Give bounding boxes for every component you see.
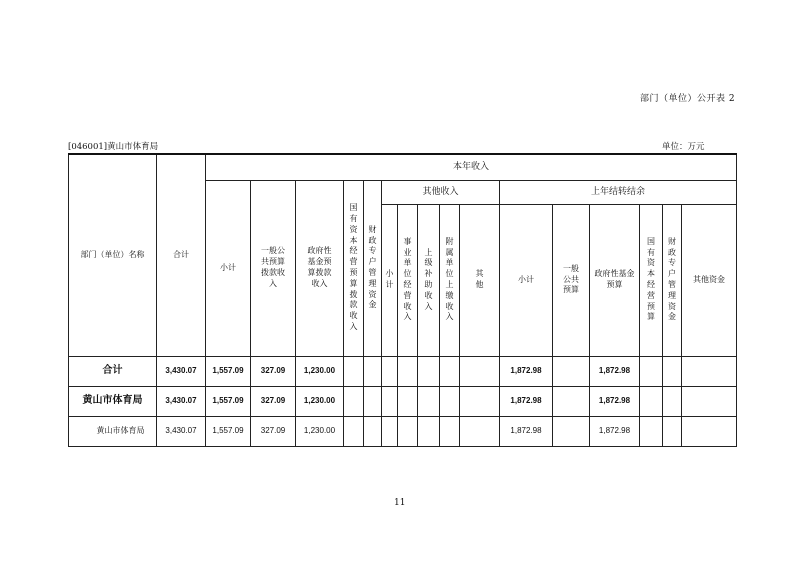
header-other-subtotal: 小计 (382, 204, 398, 356)
cell-subtotal: 1,557.09 (206, 416, 251, 446)
header-carry-state-capital: 国有资本经营预算 (640, 204, 663, 356)
cell-general: 327.09 (251, 386, 296, 416)
cell-total: 3,430.07 (157, 386, 206, 416)
table-row (69, 356, 737, 386)
header-carryover: 上年结转结余 (500, 180, 737, 204)
header-special-fiscal: 财政专户管理资金 (364, 180, 382, 356)
header-general-budget: 一般公共预算拨款收入 (251, 180, 296, 356)
header-dept-name: 部门（单位）名称 (69, 154, 157, 356)
cell-carry-gov-fund: 1,872.98 (590, 416, 640, 446)
page-number: 11 (394, 498, 406, 508)
form-number: 部门（单位）公开表 2 (640, 94, 736, 104)
table-row (69, 386, 737, 416)
cell-general: 327.09 (251, 416, 296, 446)
cell-carry-subtotal: 1,872.98 (500, 416, 553, 446)
cell-total: 3,430.07 (157, 356, 206, 386)
row-name: 合计 (69, 356, 157, 386)
header-carry-gov-fund: 政府性基金预算 (590, 204, 640, 356)
cell-gov-fund: 1,230.00 (296, 416, 344, 446)
unit-label: 单位：万元 (662, 142, 705, 152)
cell-subtotal: 1,557.09 (206, 386, 251, 416)
unit-code: [046001]黄山市体育局 (68, 142, 159, 152)
cell-carry-gov-fund: 1,872.98 (590, 386, 640, 416)
table-row (69, 416, 737, 446)
cell-gov-fund: 1,230.00 (296, 386, 344, 416)
cell-carry-subtotal: 1,872.98 (500, 386, 553, 416)
header-current-year-income: 本年收入 (206, 154, 737, 180)
budget-income-table (68, 153, 737, 447)
header-superior-subsidy: 上级补助收入 (418, 204, 440, 356)
header-other-income: 其他收入 (382, 180, 500, 204)
header-state-capital: 国有资本经营预算拨款收入 (344, 180, 364, 356)
cell-carry-gov-fund: 1,872.98 (590, 356, 640, 386)
cell-gov-fund: 1,230.00 (296, 356, 344, 386)
row-name: 黄山市体育局 (69, 416, 157, 446)
header-other: 其他 (460, 204, 500, 356)
cell-subtotal: 1,557.09 (206, 356, 251, 386)
header-subtotal: 小计 (206, 180, 251, 356)
cell-carry-subtotal: 1,872.98 (500, 356, 553, 386)
header-total: 合计 (157, 154, 206, 356)
header-affiliate-turnover: 附属单位上缴收入 (440, 204, 460, 356)
cell-general: 327.09 (251, 356, 296, 386)
header-business-income: 事业单位经营收入 (398, 204, 418, 356)
row-name: 黄山市体育局 (69, 386, 157, 416)
header-carry-special: 财政专户管理资金 (663, 204, 682, 356)
header-carry-other: 其他资金 (682, 204, 737, 356)
header-carry-general: 一般公共预算 (553, 204, 590, 356)
header-gov-fund: 政府性基金预算拨款收入 (296, 180, 344, 356)
header-carry-subtotal: 小计 (500, 204, 553, 356)
cell-total: 3,430.07 (157, 416, 206, 446)
